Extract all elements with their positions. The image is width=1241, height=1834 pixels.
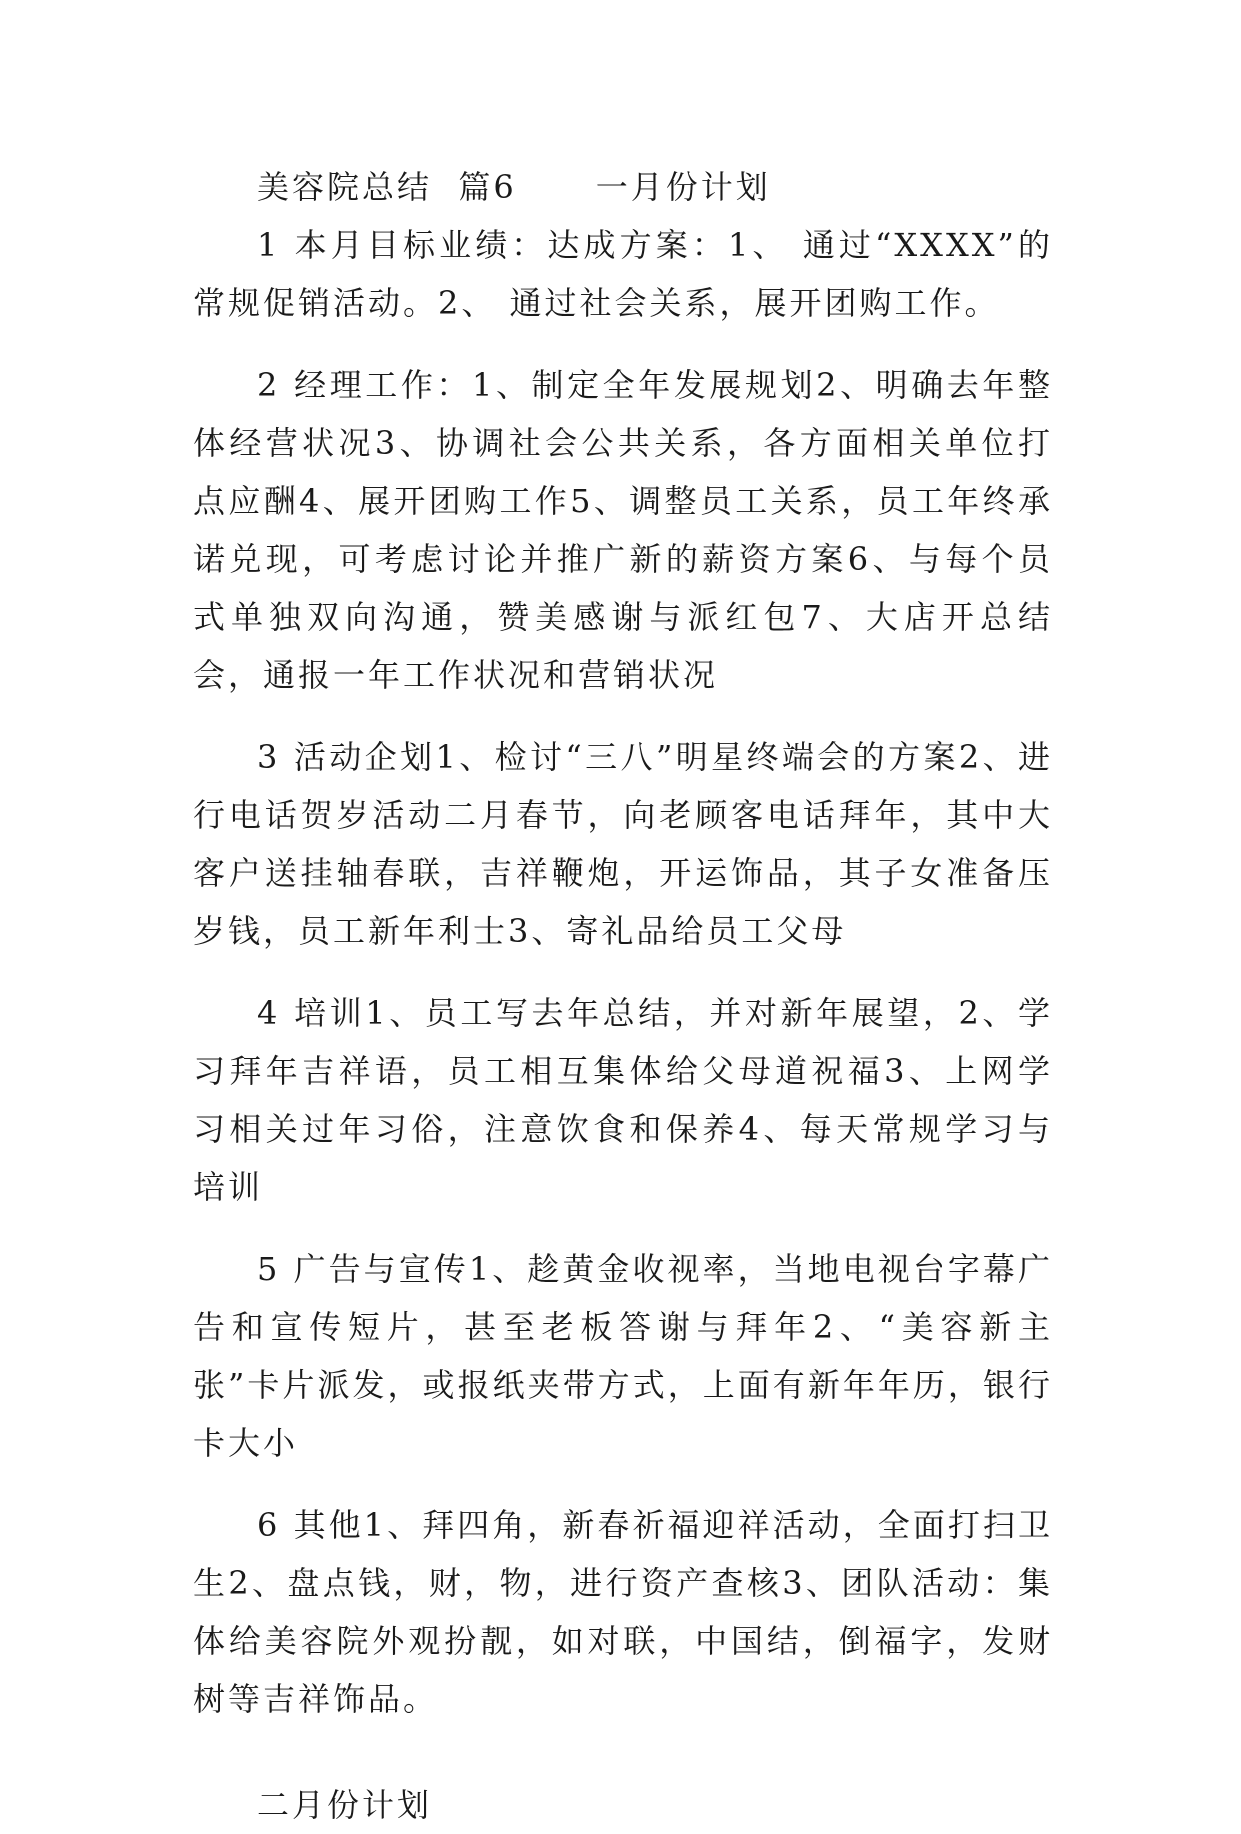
paragraph-training: 4 培训1、员工写去年总结，并对新年展望，2、学习拜年吉祥语，员工相互集体给父母道祝福3、上网学习相关过年习俗，注意饮食和保养4、每天常规学习与培训 bbox=[193, 994, 1053, 1206]
paragraph-gap bbox=[193, 1728, 1053, 1752]
paragraph-gap bbox=[193, 1752, 1053, 1776]
document-title-line: 美容院总结 篇6 一月份计划 bbox=[257, 168, 771, 206]
next-section-heading: 二月份计划 bbox=[257, 1786, 433, 1824]
paragraph-gap bbox=[193, 1472, 1053, 1496]
paragraph-activity-planning: 3 活动企划1、检讨“三八”明星终端会的方案2、进行电话贺岁活动二月春节，向老顾客电话拜年，其中大客户送挂轴春联，吉祥鞭炮，开运饰品，其子女准备压岁钱，员工新年利士3、寄礼品给员工父母 bbox=[193, 738, 1053, 950]
document-body bbox=[193, 158, 1053, 1834]
paragraph-gap bbox=[193, 332, 1053, 356]
paragraph-target-performance: 1 本月目标业绩：达成方案：1、 通过“XXXX”的常规促销活动。2、 通过社会关系，展开团购工作。 bbox=[193, 226, 1053, 322]
paragraph-gap bbox=[193, 960, 1053, 984]
paragraph-other: 6 其他1、拜四角，新春祈福迎祥活动，全面打扫卫生2、盘点钱，财，物，进行资产查核3、团队活动：集体给美容院外观扮靓，如对联，中国结，倒福字，发财树等吉祥饰品。 bbox=[193, 1506, 1053, 1718]
paragraph-gap bbox=[193, 1216, 1053, 1240]
paragraph-manager-work: 2 经理工作：1、制定全年发展规划2、明确去年整体经营状况3、协调社会公共关系，各方面相关单位打点应酬4、展开团购工作5、调整员工关系，员工年终承诺兑现，可考虑讨论并推广新的薪资方案6、与每个员式单独双向沟通，赞美感谢与派红包7、大店开总结会，通报一年工作状况和营销状况 bbox=[193, 366, 1053, 694]
paragraph-advertising: 5 广告与宣传1、趁黄金收视率，当地电视台字幕广告和宣传短片，甚至老板答谢与拜年2、“美容新主张”卡片派发，或报纸夹带方式，上面有新年年历，银行卡大小 bbox=[193, 1250, 1053, 1462]
paragraph-gap bbox=[193, 704, 1053, 728]
